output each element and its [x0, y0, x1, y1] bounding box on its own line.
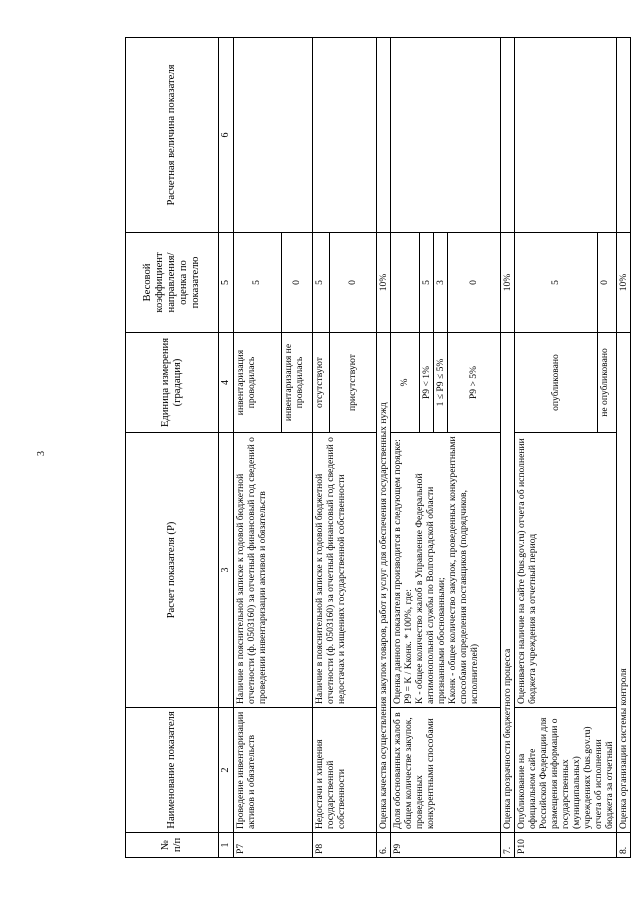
col-number: 1 [219, 833, 234, 858]
row-grade: P9 > 5% [447, 333, 500, 433]
calc-line: K - общее количество жалоб в Управление Федеральной антимонопольной службы по Волгоградской области признанными обоснованными; [413, 473, 447, 704]
header-row [126, 38, 219, 858]
row-value [233, 38, 312, 233]
col-number: 4 [219, 333, 234, 433]
calc-line: Kконк - общее количество закупок, проведенных конкурентными способами определения поставщиков (подрядчиков, исполнителей) [446, 436, 480, 704]
section-num: 8. [616, 833, 630, 858]
header-calc: Расчет показателя (P) [126, 433, 219, 708]
table-row-p10 [514, 38, 597, 858]
section-num: 7. [500, 833, 514, 858]
row-weight: 5 [514, 233, 597, 333]
row-weight: 5 [419, 233, 433, 333]
row-weight: 0 [597, 233, 616, 333]
row-calc: Оценивается наличие на сайте (bus.gov.ru) отчета об исполнении бюджета учреждения за отчетный период [514, 433, 616, 708]
header-num: № п/п [126, 833, 219, 858]
col-number: 2 [219, 708, 234, 833]
section-title: Оценка качества осуществления закупок товаров, работ и услуг для обеспечения государственных нужд [376, 333, 390, 833]
row-grade: инвентаризация не проводилась [281, 333, 312, 433]
header-name: Наименование показателя [126, 708, 219, 833]
section-title: Оценка прозрачности бюджетного процесса [500, 333, 514, 833]
section-weight: 10% [500, 233, 514, 333]
row-name: Проведение инвентаризации активов и обязательств [233, 708, 312, 833]
row-grade: отсутствуют [312, 333, 329, 433]
header-unit: Единица измерения (градация) [126, 333, 219, 433]
col-number: 6 [219, 38, 234, 233]
row-weight: 0 [329, 233, 376, 333]
page-number: 3 [36, 451, 47, 456]
row-weight [390, 233, 419, 333]
row-grade: инвентаризация проводилась [233, 333, 281, 433]
row-num: P10 [514, 833, 616, 858]
row-grade: P9 < 1% [419, 333, 433, 433]
row-calc: Наличие в пояснительной записке к годовой бюджетной отчетности (ф. 0503160) за отчетный финансовый год сведений о недостачах и хищениях государственной собственности [312, 433, 376, 708]
header-weight: Весовой коэффициент направления/ оценка по показателю [126, 233, 219, 333]
section-value [376, 38, 390, 233]
column-number-row [219, 38, 234, 858]
col-number: 5 [219, 233, 234, 333]
row-num: P9 [390, 833, 500, 858]
row-value [390, 38, 500, 233]
row-weight: 5 [233, 233, 281, 333]
calc-line: Оценка данного показателя производится в следующем порядке: [391, 439, 403, 704]
row-grade: опубликовано [514, 333, 597, 433]
row-unit: % [390, 333, 419, 433]
row-value [312, 38, 376, 233]
row-value [514, 38, 616, 233]
table-row-p7 [233, 38, 281, 858]
row-name: Недостачи и хищения государственной собственности [312, 708, 376, 833]
section-title: Оценка организации системы контроля [616, 333, 630, 833]
row-grade: не опубликовано [597, 333, 616, 433]
table-row-p9 [390, 38, 419, 858]
row-name: Доля обоснованных жалоб в общем количестве закупок, проведенных конкурентными способами [390, 708, 500, 833]
row-grade: присутствуют [329, 333, 376, 433]
header-value: Расчетная величина показателя [126, 38, 219, 233]
section-weight: 10% [616, 233, 630, 333]
row-weight: 0 [447, 233, 500, 333]
section-weight: 10% [376, 233, 390, 333]
row-weight: 5 [312, 233, 329, 333]
section-num: 6. [376, 833, 390, 858]
row-calc: Наличие в пояснительной записке к годовой бюджетной отчетности (ф. 0503160) за отчетный финансовый год сведений о проведении инвентаризации активов и обязательств [233, 433, 312, 708]
row-num: P8 [312, 833, 376, 858]
row-calc [390, 433, 500, 708]
section-value [500, 38, 514, 233]
col-number: 3 [219, 433, 234, 708]
row-weight: 3 [433, 233, 447, 333]
calc-formula: P9 = K / Kконк. * 100%, где: [402, 589, 414, 704]
section-value [616, 38, 630, 233]
section-row-7 [500, 38, 514, 858]
table-row-p8 [312, 38, 329, 858]
section-row-8 [616, 38, 630, 858]
indicator-table [125, 37, 631, 858]
row-num: P7 [233, 833, 312, 858]
row-grade: 1 ≤ P9 ≤ 5% [433, 333, 447, 433]
rotated-page [125, 38, 629, 858]
section-row-6 [376, 38, 390, 858]
row-weight: 0 [281, 233, 312, 333]
row-name: Опубликование на официальном сайте Российской Федерации для размещения информации о государственных (муниципальных) учреждениях (bus.gov.ru) отчета об исполнении бюджета за отчетный [514, 708, 616, 833]
